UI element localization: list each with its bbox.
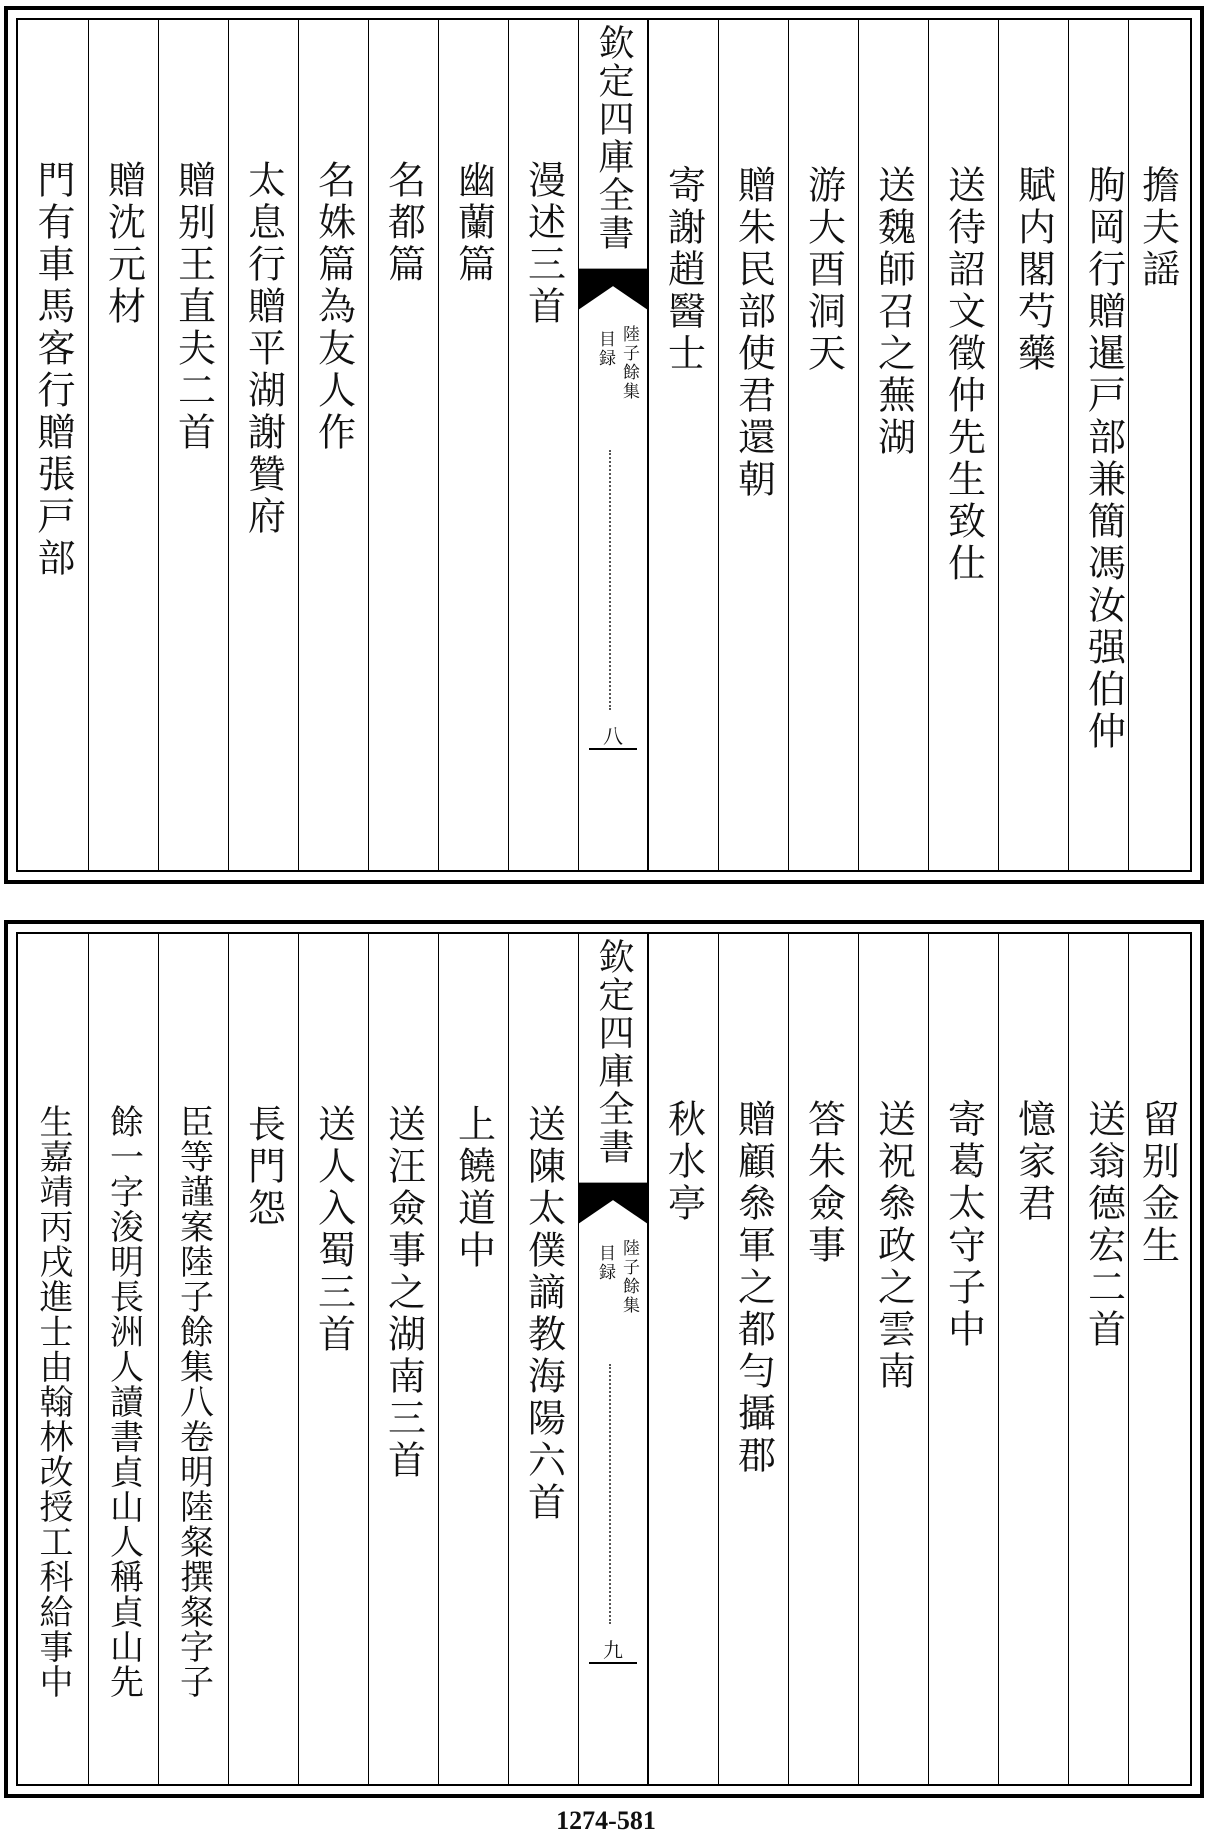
column bbox=[998, 20, 1068, 870]
spine-title: 欽定四庫全書 bbox=[593, 24, 634, 252]
column-text: 游大酉洞天 bbox=[801, 165, 846, 375]
column bbox=[438, 20, 508, 870]
spine-rule bbox=[589, 1662, 637, 1664]
column-text: 答朱僉事 bbox=[801, 1099, 846, 1267]
column bbox=[88, 20, 158, 870]
column bbox=[1128, 20, 1186, 870]
column-text: 幽蘭篇 bbox=[451, 160, 496, 286]
column bbox=[508, 934, 578, 1784]
column-text: 送翁德宏二首 bbox=[1081, 1099, 1126, 1351]
spine-dotted-line bbox=[609, 450, 615, 710]
column-text: 漫述三首 bbox=[521, 160, 566, 328]
column-text: 名都篇 bbox=[381, 160, 426, 286]
column bbox=[88, 934, 158, 1784]
column bbox=[858, 934, 928, 1784]
column-text: 秋水亭 bbox=[661, 1099, 706, 1225]
column-text: 名姝篇為友人作 bbox=[311, 160, 356, 454]
column-text: 送汪僉事之湖南三首 bbox=[381, 1104, 426, 1482]
bottom-page-frame bbox=[16, 932, 1192, 1786]
column bbox=[648, 934, 718, 1784]
column-text: 留别金生 bbox=[1135, 1099, 1180, 1267]
column bbox=[368, 20, 438, 870]
page-spine bbox=[578, 20, 648, 870]
column bbox=[718, 934, 788, 1784]
column bbox=[158, 20, 228, 870]
column bbox=[298, 934, 368, 1784]
column-text: 贈别王直夫二首 bbox=[171, 160, 216, 454]
scan-page-number: 1274-581 bbox=[556, 1806, 656, 1835]
column bbox=[438, 934, 508, 1784]
spine-folio: 八 bbox=[603, 724, 623, 748]
column bbox=[788, 20, 858, 870]
fishtail-ornament bbox=[579, 1182, 647, 1224]
spine-dotted-line bbox=[609, 1364, 615, 1624]
column bbox=[928, 934, 998, 1784]
spine-title: 欽定四庫全書 bbox=[593, 938, 634, 1166]
spine-section: 目録 bbox=[595, 330, 615, 368]
column bbox=[18, 20, 88, 870]
spine-book-title: 陸子餘集 bbox=[619, 325, 639, 401]
column bbox=[228, 934, 298, 1784]
column-text: 贈沈元材 bbox=[101, 160, 146, 328]
column-text: 送魏師召之蕪湖 bbox=[871, 165, 916, 459]
column-text: 贈朱民部使君還朝 bbox=[731, 165, 776, 501]
column bbox=[368, 934, 438, 1784]
column bbox=[648, 20, 718, 870]
column-text: 臣等謹案陸子餘集八卷明陸粲撰粲字子 bbox=[173, 1104, 214, 1699]
column-text: 送祝叅政之雲南 bbox=[871, 1099, 916, 1393]
bottom-page bbox=[4, 920, 1204, 1798]
column-text: 擔夫謡 bbox=[1135, 165, 1180, 291]
column bbox=[998, 934, 1068, 1784]
column-text: 寄葛太守子中 bbox=[941, 1099, 986, 1351]
column-text: 送陳太僕謫教海陽六首 bbox=[521, 1104, 566, 1524]
column-text: 憶家君 bbox=[1011, 1099, 1056, 1225]
spine-folio: 九 bbox=[603, 1638, 623, 1662]
spine-book-title: 陸子餘集 bbox=[619, 1239, 639, 1315]
column-text: 生嘉靖丙戌進士由翰林改授工科給事中 bbox=[33, 1104, 73, 1699]
column bbox=[18, 934, 88, 1784]
column-text: 贈顧叅軍之都勻攝郡 bbox=[731, 1099, 776, 1477]
column-text: 長門怨 bbox=[241, 1104, 286, 1230]
column bbox=[1128, 934, 1186, 1784]
column-text: 上饒道中 bbox=[451, 1104, 496, 1272]
page-spine bbox=[578, 934, 648, 1784]
column bbox=[788, 934, 858, 1784]
column bbox=[508, 20, 578, 870]
column bbox=[298, 20, 368, 870]
column-text: 餘一字浚明長洲人讀書貞山人稱貞山先 bbox=[103, 1104, 144, 1699]
column bbox=[858, 20, 928, 870]
column bbox=[158, 934, 228, 1784]
column-text: 送人入蜀三首 bbox=[311, 1104, 356, 1356]
column-text: 賦内閣芍藥 bbox=[1011, 165, 1056, 375]
column-text: 寄謝趙醫士 bbox=[661, 165, 706, 375]
column-text: 送待詔文徵仲先生致仕 bbox=[941, 165, 986, 585]
column-text: 朐岡行贈暹戸部兼簡馮汝强伯仲 bbox=[1081, 165, 1126, 753]
column bbox=[228, 20, 298, 870]
spine-section: 目録 bbox=[595, 1244, 615, 1282]
column bbox=[928, 20, 998, 870]
column bbox=[718, 20, 788, 870]
spine-rule bbox=[589, 748, 637, 750]
column-text: 太息行贈平湖謝贊府 bbox=[241, 160, 286, 538]
fishtail-ornament bbox=[579, 268, 647, 310]
top-page bbox=[4, 6, 1204, 884]
column-text: 門有車馬客行贈張戸部 bbox=[31, 160, 75, 580]
top-page-frame bbox=[16, 18, 1192, 872]
